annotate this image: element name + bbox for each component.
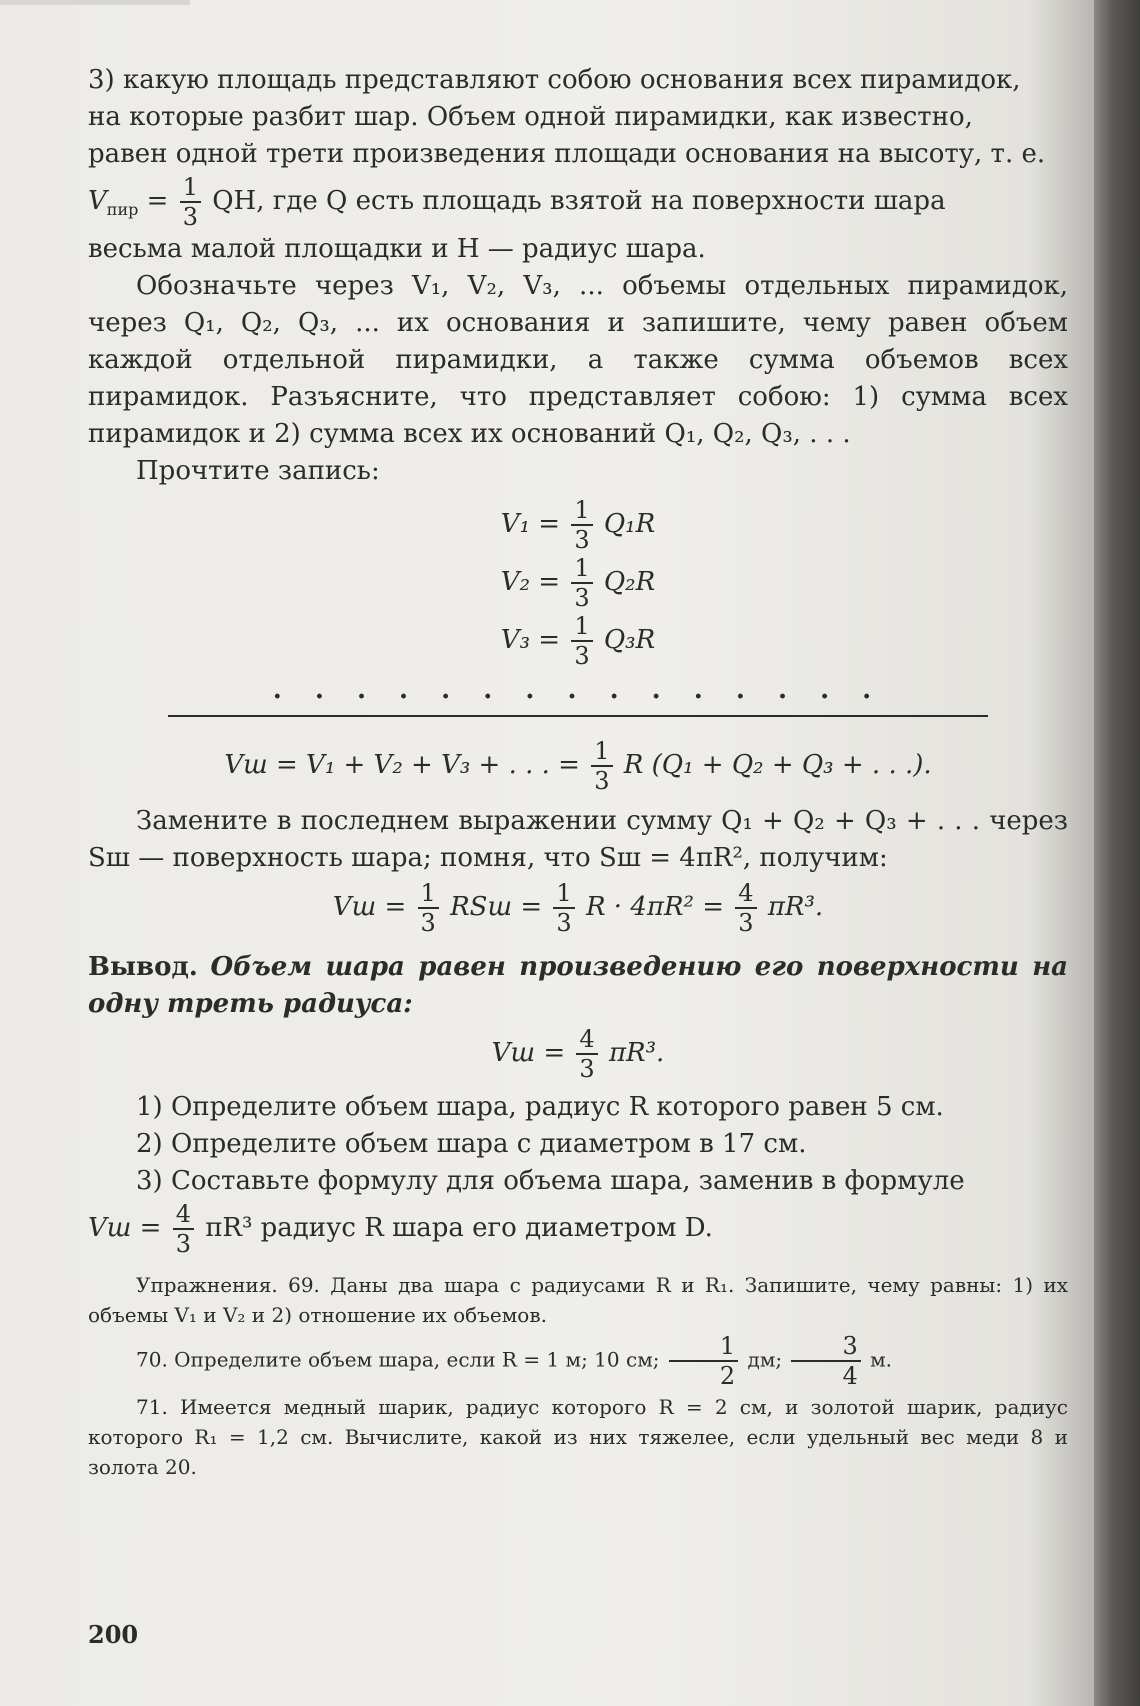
exercise-69: Упражнения. 69. Даны два шара с радиусами R и R₁. Запишите, чему равны: 1) их объемы V₁ и V₂ и 2) отношение их объемов. bbox=[88, 1273, 1068, 1327]
text-line: равен одной трети произведения площади основания на высоту, т. е. bbox=[88, 139, 1046, 169]
task-1: 1) Определите объем шара, радиус R которого равен 5 см. bbox=[136, 1092, 944, 1122]
equation-v2: V₂ = $\frac{1}{3}$ Q₂R bbox=[500, 554, 656, 612]
page-content bbox=[88, 62, 1068, 1482]
equation-sum: Vш = V₁ + V₂ + V₃ + . . . = $\frac{1}{3}$ R (Q₁ + Q₂ + Q₃ + . . .). bbox=[224, 737, 932, 795]
page-number: 200 bbox=[88, 1620, 139, 1649]
task-3-formula: Vш = $\frac{4}{3}$ πR³ радиус R шара его диаметром D. bbox=[88, 1200, 713, 1258]
read-instruction: Прочтите запись: bbox=[136, 456, 380, 486]
task-2: 2) Определите объем шара с диаметром в 17 см. bbox=[136, 1129, 807, 1159]
conclusion bbox=[88, 949, 1068, 1023]
equation-v3: V₃ = $\frac{1}{3}$ Q₃R bbox=[500, 612, 656, 670]
task-3: 3) Составьте формулу для объема шара, заменив в формуле bbox=[136, 1166, 965, 1196]
equation-final: Vш = $\frac{4}{3}$ πR³. bbox=[491, 1025, 665, 1083]
conclusion-label: Вывод. bbox=[88, 952, 198, 982]
exercise-71: 71. Имеется медный шарик, радиус которого R = 2 см, и золотой шарик, радиус которого R₁ = 1,2 см. Вычислите, какой из них тяжелее, если удельный вес меди 8 и золота 20. bbox=[88, 1395, 1068, 1479]
paragraph-notation: Обозначьте через V₁, V₂, V₃, ... объемы отдельных пирамидок, через Q₁, Q₂, Q₃, ... их основания и запишите, чему равен объем каждой отдельной пирамидки, а также сумма объемов всех пирамидок. Разъясните, что представляет собою: 1) сумма всех пирамидок и 2) сумма всех их оснований Q₁, Q₂, Q₃, . . . bbox=[88, 271, 1068, 449]
text-line: весьма малой площадки и H — радиус шара. bbox=[88, 234, 706, 264]
fraction: $\frac{1}{3}$ bbox=[180, 175, 201, 229]
equation-volume: Vш = $\frac{1}{3}$ RSш = $\frac{1}{3}$ R · 4πR² = $\frac{4}{3}$ πR³. bbox=[332, 879, 824, 937]
exercise-70: 70. Определите объем шара, если R = 1 м; 10 см; $\frac{1}{2}$ дм; $\frac{3}{4}$ м. bbox=[136, 1332, 893, 1390]
sum-rule bbox=[168, 715, 988, 717]
equation-v1: V₁ = $\frac{1}{3}$ Q₁R bbox=[500, 496, 656, 554]
text-line: 3) какую площадь представляют собою основания всех пирамидок, bbox=[88, 65, 1021, 95]
text-line: на которые разбит шар. Объем одной пирамидки, как известно, bbox=[88, 102, 973, 132]
conclusion-text: Объем шара равен произведению его поверхности на одну треть радиуса: bbox=[88, 952, 1069, 1019]
paragraph-replace: Замените в последнем выражении сумму Q₁ + Q₂ + Q₃ + . . . через Sш — поверхность шара; помня, что Sш = 4πR², получим: bbox=[88, 806, 1068, 873]
ellipsis-row: . . . . . . . . . . . . . . . bbox=[272, 675, 884, 705]
formula-v-sub: пир bbox=[106, 200, 139, 220]
page-edge-shadow bbox=[1094, 0, 1140, 1706]
pyramid-volume-line: $V_{пир}$ = $\frac{1}{3}$ QH, где Q есть площадь взятой на поверхности шара bbox=[88, 173, 946, 231]
top-edge-mark bbox=[0, 0, 190, 5]
formula-rest: QH, где Q есть площадь взятой на поверхности шара bbox=[212, 186, 946, 216]
formula-v: V bbox=[88, 186, 107, 216]
